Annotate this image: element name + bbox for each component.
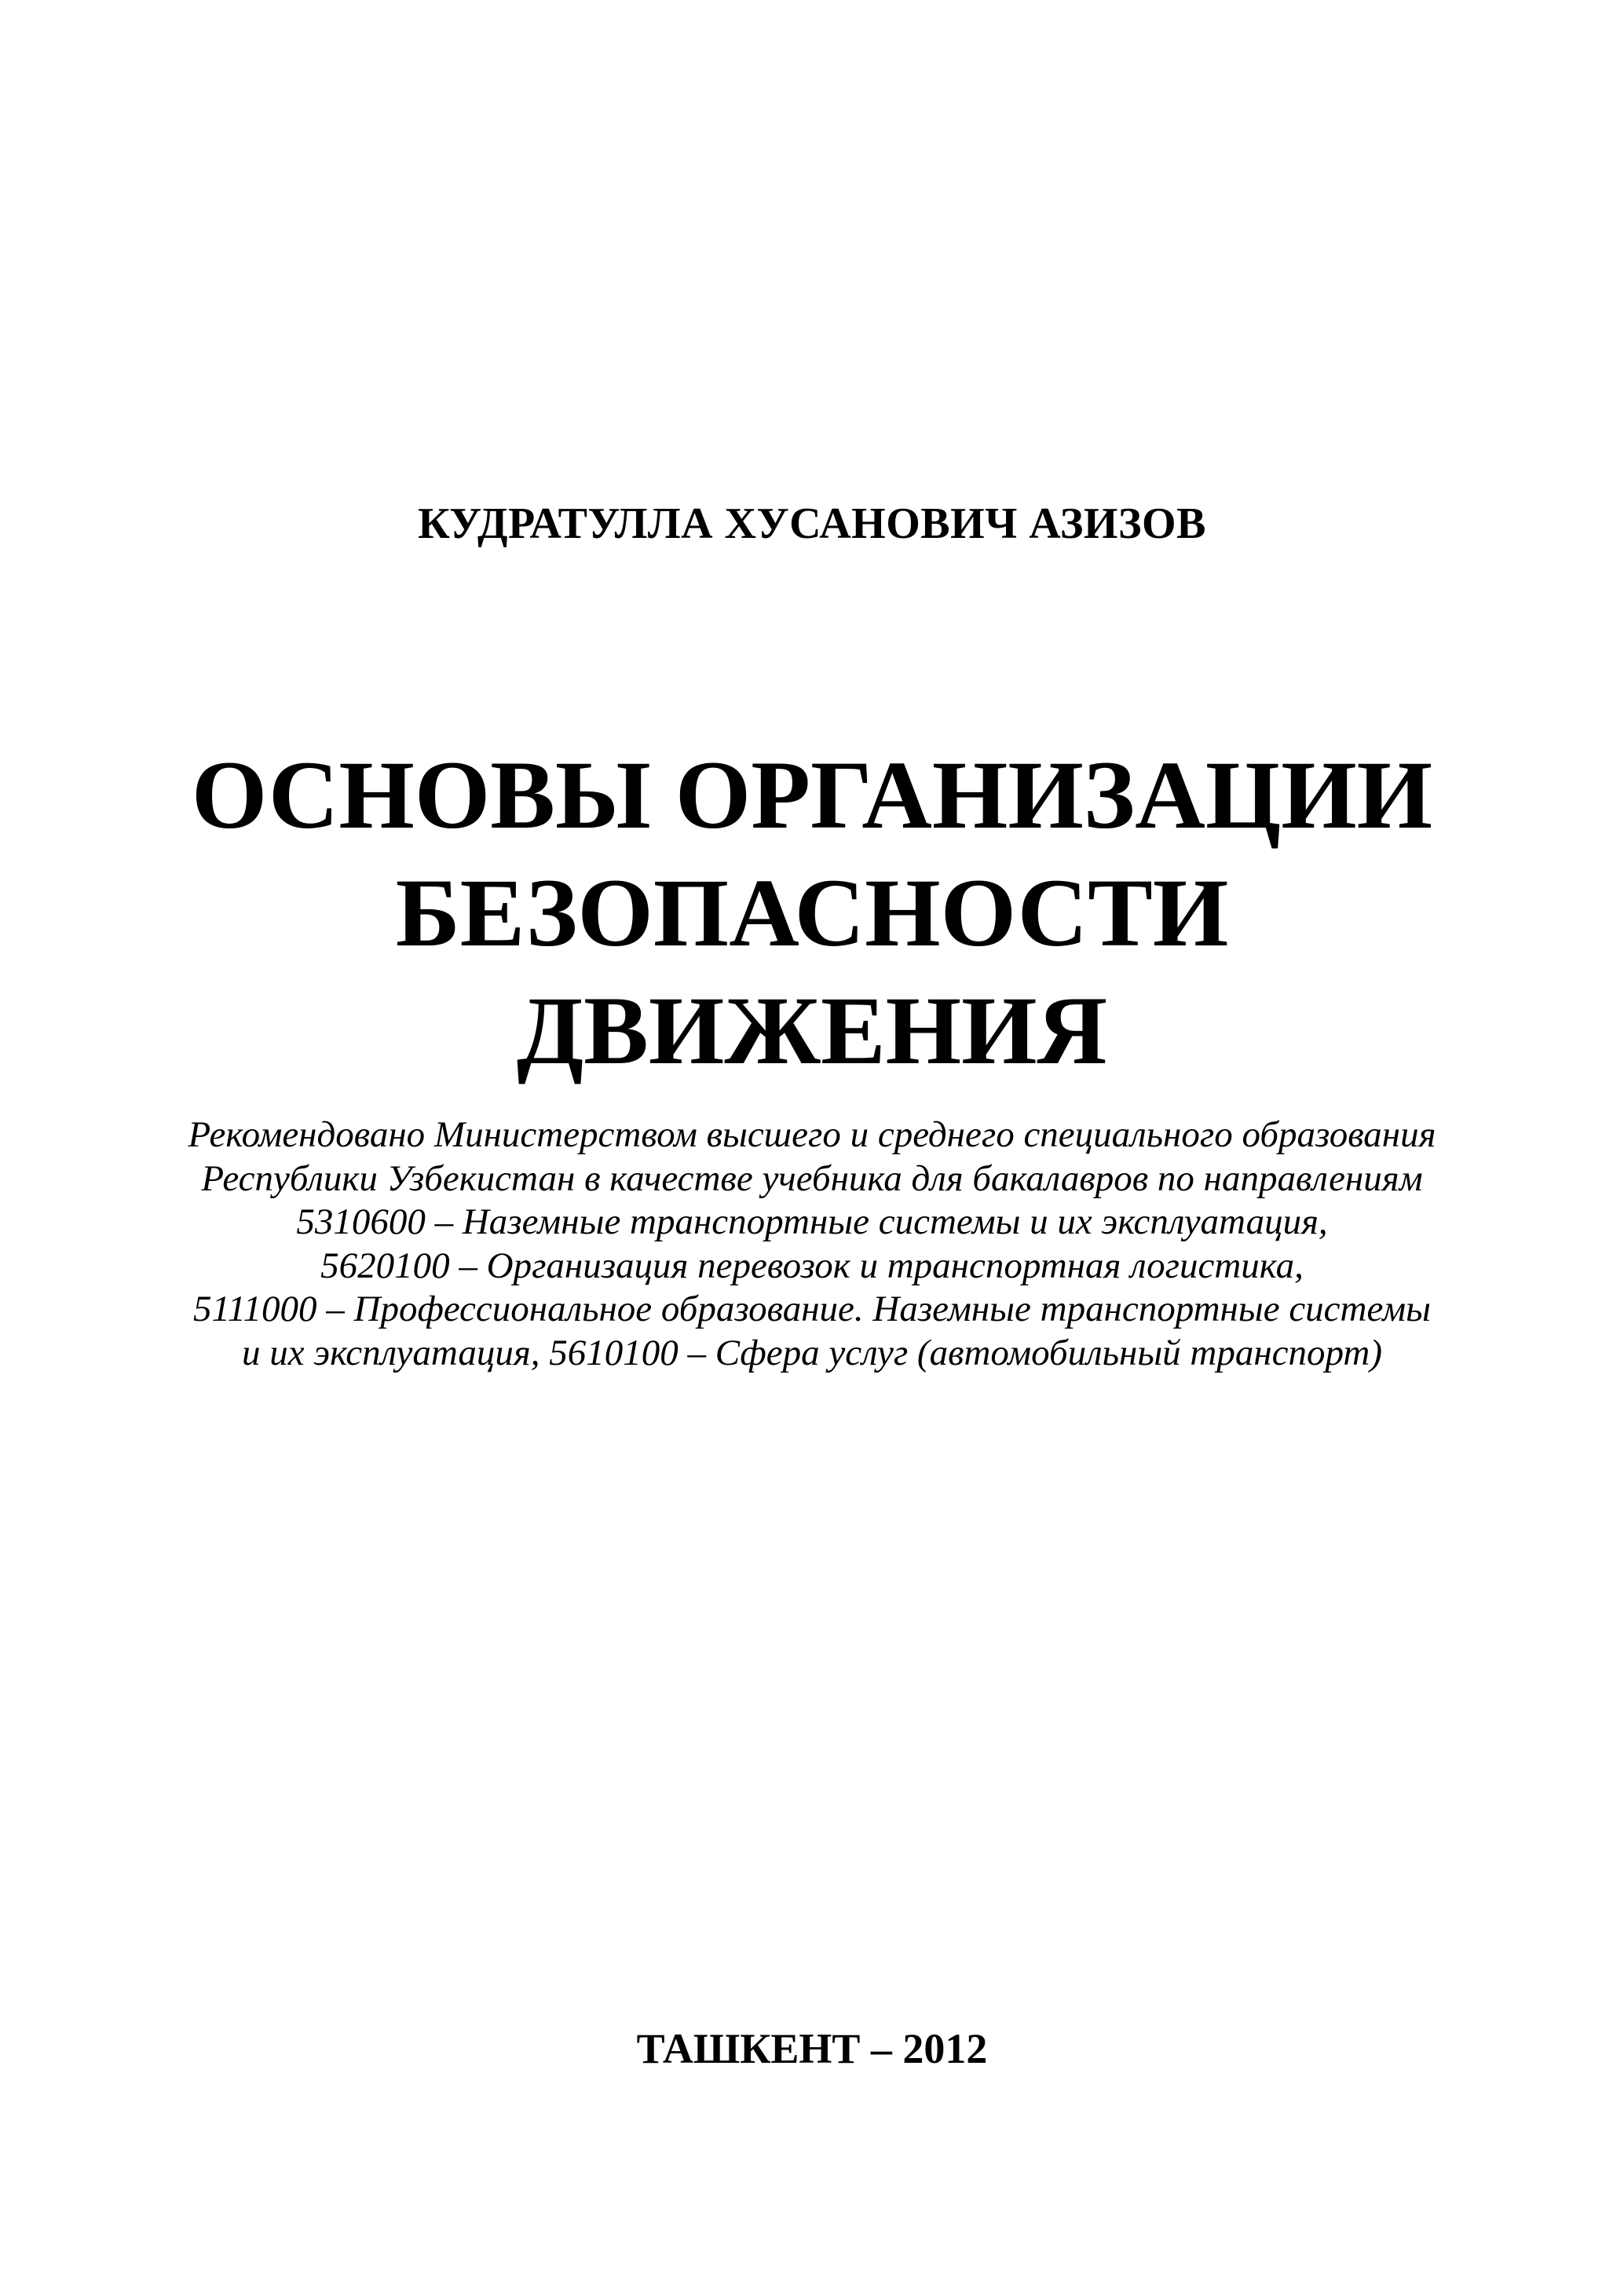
- recommendation-line: и их эксплуатация, 5610100 – Сфера услуг (автомобильный транспорт): [241, 1332, 1383, 1373]
- book-title-line: ДВИЖЕНИЯ: [516, 977, 1108, 1084]
- recommendation-line: 5111000 – Профессиональное образование. Наземные транспортные системы: [192, 1289, 1431, 1329]
- recommendation-line: Республики Узбекистан в качестве учебника для бакалавров по направлениям: [201, 1157, 1423, 1199]
- author-name: КУДРАТУЛЛА ХУСАНОВИЧ АЗИЗОВ: [418, 499, 1206, 548]
- recommendation-line: Рекомендовано Министерством высшего и среднего специального образования: [188, 1114, 1436, 1155]
- book-title-line: ОСНОВЫ ОРГАНИЗАЦИИ: [191, 741, 1433, 849]
- recommendation-text: [0, 1113, 1624, 1375]
- recommendation-line: 5310600 – Наземные транспортные системы и их эксплуатация,: [296, 1201, 1328, 1242]
- recommendation-line: 5620100 – Организация перевозок и транспортная логистика,: [320, 1245, 1304, 1286]
- book-title-line: БЕЗОПАСНОСТИ: [395, 859, 1229, 967]
- publication-place-year: ТАШКЕНТ – 2012: [636, 2025, 988, 2072]
- book-title: [0, 737, 1624, 1090]
